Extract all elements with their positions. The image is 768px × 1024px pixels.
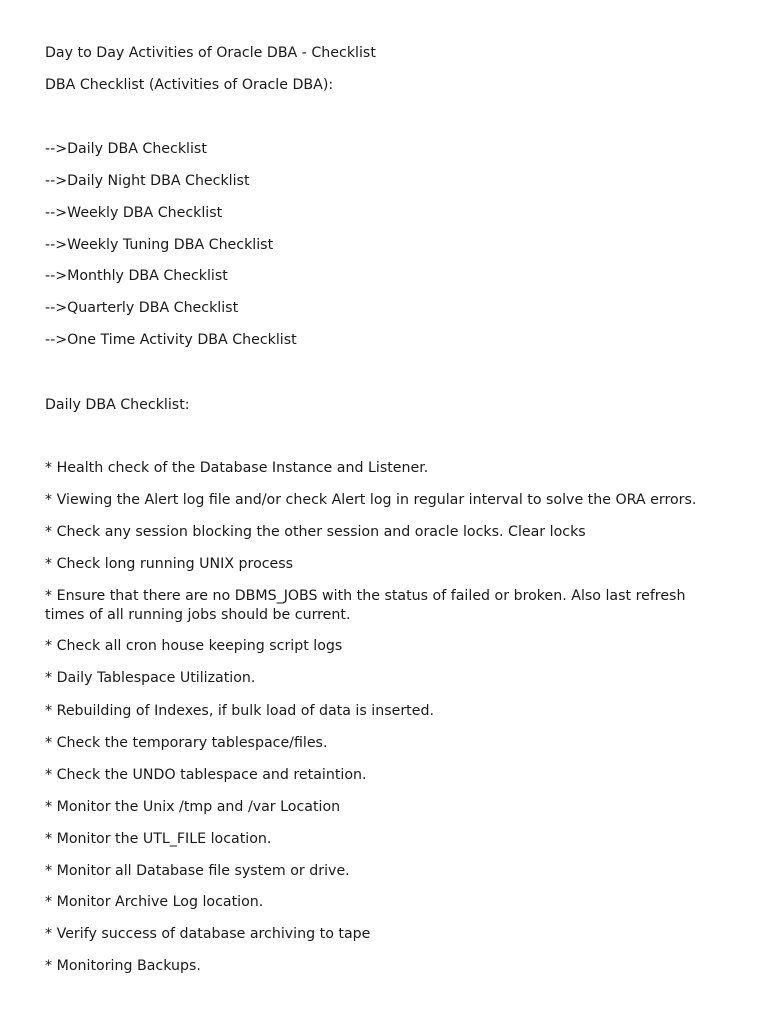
list-item: * Monitor the Unix /tmp and /var Location — [45, 799, 341, 815]
list-item: * Daily Tablespace Utilization. — [45, 670, 256, 686]
list-item: * Monitor the UTL_FILE location. — [45, 831, 272, 847]
list-item: * Check all cron house keeping script logs — [45, 638, 343, 654]
document-title: Day to Day Activities of Oracle DBA - Checklist — [45, 45, 376, 61]
list-item: * Monitoring Backups. — [45, 958, 201, 974]
checklist-link-weekly-tuning: -->Weekly Tuning DBA Checklist — [45, 237, 274, 253]
checklist-link-monthly: -->Monthly DBA Checklist — [45, 268, 228, 284]
list-item: * Check the temporary tablespace/files. — [45, 735, 328, 751]
daily-checklist-heading: Daily DBA Checklist: — [45, 397, 190, 413]
list-item: * Viewing the Alert log file and/or check Alert log in regular interval to solve the ORA errors. — [45, 492, 697, 508]
checklist-link-weekly: -->Weekly DBA Checklist — [45, 205, 223, 221]
list-item: * Health check of the Database Instance and Listener. — [45, 460, 429, 476]
list-item: * Ensure that there are no DBMS_JOBS with the status of failed or broken. Also last refresh times of all running jobs should be current. — [45, 588, 686, 623]
list-item: * Monitor Archive Log location. — [45, 894, 264, 910]
list-item: * Check long running UNIX process — [45, 556, 294, 572]
document-subtitle: DBA Checklist (Activities of Oracle DBA): — [45, 77, 334, 93]
checklist-link-daily-night: -->Daily Night DBA Checklist — [45, 173, 250, 189]
checklist-link-one-time: -->One Time Activity DBA Checklist — [45, 332, 297, 348]
list-item: * Monitor all Database file system or drive. — [45, 863, 350, 879]
list-item: * Rebuilding of Indexes, if bulk load of data is inserted. — [45, 703, 434, 719]
checklist-link-quarterly: -->Quarterly DBA Checklist — [45, 300, 239, 316]
list-item: * Check the UNDO tablespace and retaintion. — [45, 767, 367, 783]
list-item: * Verify success of database archiving to tape — [45, 926, 371, 942]
list-item: * Check any session blocking the other session and oracle locks. Clear locks — [45, 524, 586, 540]
checklist-link-daily: -->Daily DBA Checklist — [45, 141, 207, 157]
